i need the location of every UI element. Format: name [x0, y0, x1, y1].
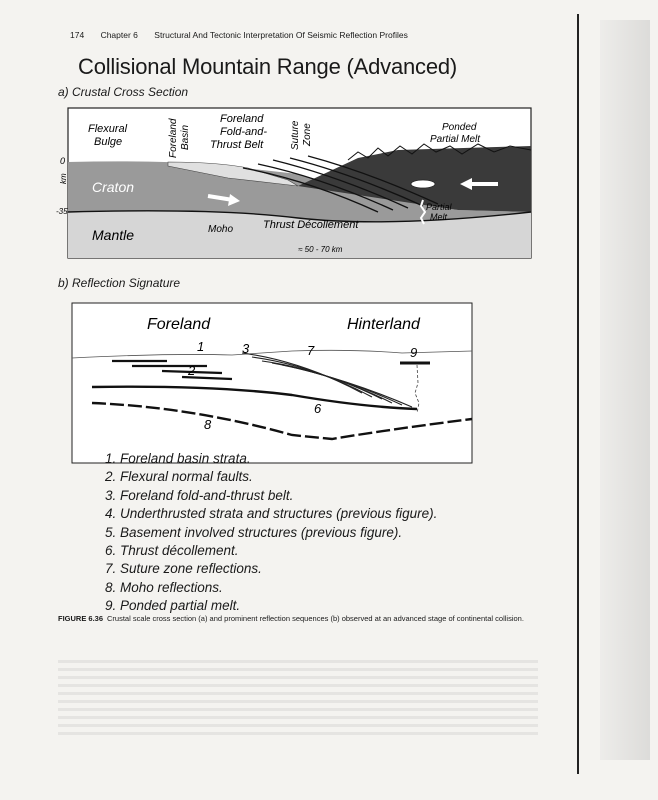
reflection-signature [72, 303, 472, 463]
legend-item: 8. Moho reflections. [105, 579, 223, 595]
legend-item: 5. Basement involved structures (previous figure). [105, 524, 403, 540]
page-edge-rule [577, 14, 579, 774]
label-decollement: Thrust Décollement [263, 219, 359, 231]
section-a-heading: a) Crustal Cross Section [58, 85, 189, 99]
legend-item: 6. Thrust décollement. [105, 543, 239, 559]
label-foreland-basin-1: Foreland [168, 118, 179, 158]
marker-6: 6 [314, 401, 322, 416]
label-ffb-3: Thrust Belt [210, 139, 264, 151]
ponded-melt-body [411, 180, 435, 188]
marker-9: 9 [410, 345, 418, 360]
bleed-through-margin [600, 20, 650, 760]
caption-label: FIGURE 6.36 [58, 614, 104, 623]
marker-8: 8 [204, 417, 212, 432]
label-craton: Craton [92, 179, 135, 195]
label-suture-1: Suture [290, 120, 301, 150]
chapter-label: Chapter 6 [100, 30, 138, 40]
label-partial-melt-1: Partial [426, 202, 452, 212]
label-bulge: Bulge [94, 136, 123, 148]
label-moho: Moho [208, 224, 234, 235]
marker-2: 2 [188, 363, 196, 378]
marker-3: 3 [242, 341, 250, 356]
label-foreland: Foreland [147, 316, 211, 333]
label-ffb-1: Foreland [220, 113, 264, 125]
label-ffb-2: Fold-and- [220, 126, 268, 138]
running-title: Structural And Tectonic Interpretation Of Seismic Reflection Profiles [154, 30, 408, 40]
label-width: ≈ 50 - 70 km [298, 245, 343, 254]
page-number: 174 [70, 30, 85, 40]
figure-caption [58, 614, 538, 624]
figure-legend [105, 450, 437, 616]
label-km: km [59, 173, 68, 184]
label-flexural: Flexural [88, 123, 128, 135]
legend-item: 2. Flexural normal faults. [105, 469, 253, 485]
legend-item: 7. Suture zone reflections. [105, 561, 262, 577]
label-ponded-1: Ponded [442, 122, 477, 133]
label-hinterland: Hinterland [347, 316, 420, 333]
caption-text: Crustal scale cross section (a) and prominent reflection sequences (b) observed at an advanced stage of continental collision. [107, 614, 524, 623]
label-suture-2: Zone [302, 123, 313, 146]
marker-1: 1 [197, 339, 205, 354]
label-minus35: -35 [56, 207, 68, 216]
section-b-heading: b) Reflection Signature [58, 276, 181, 290]
legend-item: 9. Ponded partial melt. [105, 598, 241, 614]
legend-item: 4. Underthrusted strata and structures (previous figure). [105, 506, 438, 522]
label-partial-melt-2: Melt [430, 212, 448, 222]
legend-item: 3. Foreland fold-and-thrust belt. [105, 487, 294, 503]
label-mantle: Mantle [92, 227, 135, 243]
bleed-through-text [58, 660, 538, 740]
label-foreland-basin-2: Basin [180, 124, 191, 150]
crustal-cross-section [58, 100, 532, 265]
label-zero: 0 [60, 156, 66, 166]
marker-7: 7 [307, 343, 315, 358]
legend-item: 1. Foreland basin strata. [105, 451, 251, 466]
running-header [70, 30, 422, 40]
label-ponded-2: Partial Melt [430, 134, 481, 145]
figure-title: Collisional Mountain Range (Advanced) [78, 54, 458, 79]
